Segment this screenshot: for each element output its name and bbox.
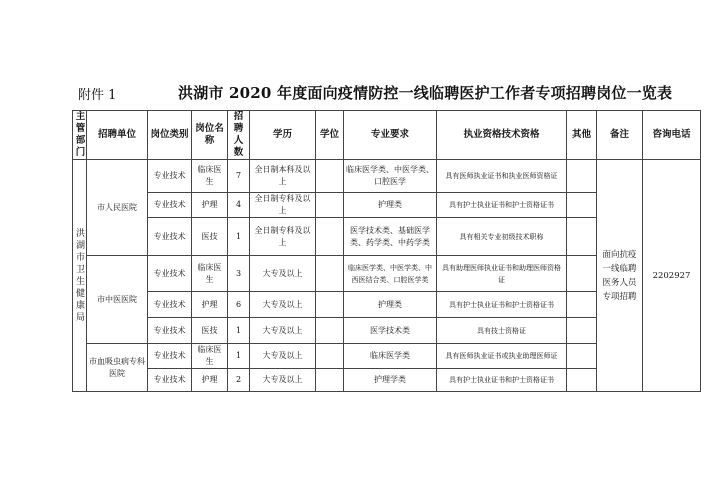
- other-cell: [567, 193, 597, 218]
- degree-cell: [316, 193, 344, 218]
- major-cell: 护理类: [344, 193, 437, 218]
- count-cell: 1: [228, 218, 250, 256]
- page-title: 洪湖市 2020 年度面向疫情防控一线临聘医护工作者专项招聘岗位一览表: [178, 84, 673, 102]
- education-cell: 大专及以上: [250, 256, 316, 292]
- col-dept: 主管部门: [73, 111, 87, 160]
- cert-cell: 具有护士执业证书和护士资格证书: [437, 369, 567, 392]
- position-cell: 临床医生: [192, 256, 228, 292]
- dept-cell: 洪湖市卫生健康局: [73, 160, 87, 392]
- other-cell: [567, 344, 597, 369]
- cert-cell: 具有相关专业初级技术职称: [437, 218, 567, 256]
- cert-cell: 具有护士执业证书和护士资格证书: [437, 292, 567, 318]
- col-major: 专业要求: [344, 111, 437, 160]
- cert-cell: 具有医师执业证书或执业助理医师证: [437, 344, 567, 369]
- position-cell: 临床医生: [192, 344, 228, 369]
- count-cell: 3: [228, 256, 250, 292]
- education-cell: 大专及以上: [250, 318, 316, 344]
- cert-cell: 具有技士资格证: [437, 318, 567, 344]
- degree-cell: [316, 318, 344, 344]
- degree-cell: [316, 344, 344, 369]
- col-unit: 招聘单位: [87, 111, 148, 160]
- category-cell: 专业技术: [148, 160, 192, 193]
- category-cell: 专业技术: [148, 369, 192, 392]
- col-category: 岗位类别: [148, 111, 192, 160]
- category-cell: 专业技术: [148, 218, 192, 256]
- category-cell: 专业技术: [148, 318, 192, 344]
- cert-cell: 具有护士执业证书和护士资格证书: [437, 193, 567, 218]
- education-cell: 大专及以上: [250, 292, 316, 318]
- position-cell: 护理: [192, 193, 228, 218]
- degree-cell: [316, 369, 344, 392]
- count-cell: 2: [228, 369, 250, 392]
- major-cell: 护理学类: [344, 369, 437, 392]
- major-cell: 临床医学类: [344, 344, 437, 369]
- category-cell: 专业技术: [148, 292, 192, 318]
- unit-name: 市中医医院: [87, 256, 148, 344]
- other-cell: [567, 369, 597, 392]
- cert-cell: 具有助理医师执业证书和助理医师资格证: [437, 256, 567, 292]
- col-position: 岗位名称: [192, 111, 228, 160]
- degree-cell: [316, 218, 344, 256]
- other-cell: [567, 318, 597, 344]
- position-cell: 医技: [192, 218, 228, 256]
- position-cell: 护理: [192, 369, 228, 392]
- other-cell: [567, 160, 597, 193]
- col-cert: 执业资格技术资格: [437, 111, 567, 160]
- other-cell: [567, 292, 597, 318]
- col-count: 招聘人数: [228, 111, 250, 160]
- category-cell: 专业技术: [148, 256, 192, 292]
- count-cell: 1: [228, 344, 250, 369]
- education-cell: 大专及以上: [250, 344, 316, 369]
- col-notes: 备注: [597, 111, 643, 160]
- recruitment-table: [72, 110, 701, 392]
- education-cell: 全日制专科及以上: [250, 193, 316, 218]
- degree-cell: [316, 160, 344, 193]
- degree-cell: [316, 292, 344, 318]
- major-cell: 护理类: [344, 292, 437, 318]
- major-cell: 临床医学类、中医学类、口腔医学: [344, 160, 437, 193]
- attachment-label: 附件 1: [78, 88, 117, 103]
- col-phone: 咨询电话: [643, 111, 701, 160]
- education-cell: 全日制专科及以上: [250, 218, 316, 256]
- col-education: 学历: [250, 111, 316, 160]
- unit-name: 市人民医院: [87, 160, 148, 256]
- category-cell: 专业技术: [148, 344, 192, 369]
- other-cell: [567, 256, 597, 292]
- count-cell: 1: [228, 318, 250, 344]
- major-cell: 医学技术类、基础医学类、药学类、中药学类: [344, 218, 437, 256]
- notes-cell: 面向抗疫一线临聘医务人员专项招聘: [597, 160, 643, 392]
- education-cell: 大专及以上: [250, 369, 316, 392]
- count-cell: 7: [228, 160, 250, 193]
- position-cell: 临床医生: [192, 160, 228, 193]
- count-cell: 4: [228, 193, 250, 218]
- phone-cell: 2202927: [643, 160, 701, 392]
- degree-cell: [316, 256, 344, 292]
- major-cell: 临床医学类、中医学类、中西医结合类、口腔医学类: [344, 256, 437, 292]
- position-cell: 医技: [192, 318, 228, 344]
- count-cell: 6: [228, 292, 250, 318]
- education-cell: 全日制本科及以上: [250, 160, 316, 193]
- other-cell: [567, 218, 597, 256]
- position-cell: 护理: [192, 292, 228, 318]
- unit-name: 市血吸虫病专科医院: [87, 344, 148, 392]
- major-cell: 医学技术类: [344, 318, 437, 344]
- category-cell: 专业技术: [148, 193, 192, 218]
- col-other: 其他: [567, 111, 597, 160]
- cert-cell: 具有医师执业证书和执业医师资格证: [437, 160, 567, 193]
- table-row: [73, 160, 701, 193]
- col-degree: 学位: [316, 111, 344, 160]
